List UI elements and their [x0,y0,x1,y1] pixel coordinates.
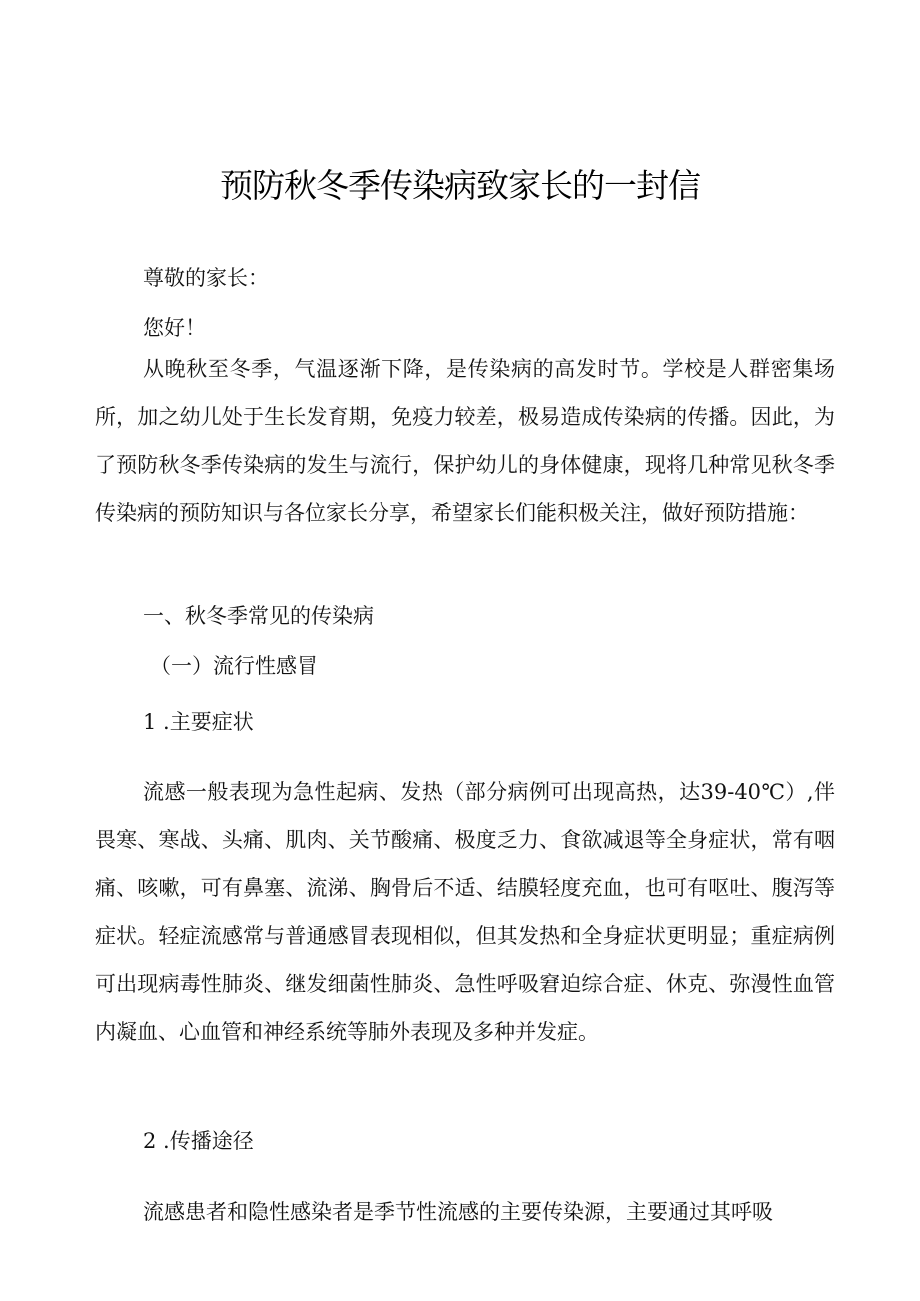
symptoms-paragraph: 流感一般表现为急性起病、发热（部分病例可出现高热，达39-40℃）,伴畏寒、寒战、头痛、肌肉、关节酸痛、极度乏力、食欲减退等全身症状，常有咽痛、咳嗽，可有鼻塞、流涕、胸骨后不适、结膜轻度充血，也可有呕吐、腹泻等症状。轻症流感常与普通感冒表现相似，但其发热和全身症状更明显；重症病例可出现病毒性肺炎、继发细菌性肺炎、急性呼吸窘迫综合症、休克、弥漫性血管内凝血、心血管和神经系统等肺外表现及多种并发症。 [95,780,835,1044]
item-heading-transmission: 2 .传播途径 [143,1129,254,1153]
subsection-heading-influenza: （一）流行性感冒 [150,654,318,678]
transmission-paragraph: 流感患者和隐性感染者是季节性流感的主要传染源，主要通过其呼吸 [143,1200,773,1224]
salutation: 尊敬的家长： [143,266,269,290]
document-title: 预防秋冬季传染病致家长的一封信 [220,166,700,205]
greeting: 您好！ [143,316,206,340]
intro-paragraph: 从晚秋至冬季，气温逐渐下降，是传染病的高发时节。学校是人群密集场所，加之幼儿处于生长发育期，免疫力较差，极易造成传染病的传播。因此，为了预防秋冬季传染病的发生与流行，保护幼儿的身体健康，现将几种常见秋冬季传染病的预防知识与各位家长分享，希望家长们能积极关注，做好预防措施： [95,357,835,525]
item-heading-symptoms: 1 .主要症状 [143,710,254,734]
section-heading-common-diseases: 一、秋冬季常见的传染病 [143,604,374,628]
